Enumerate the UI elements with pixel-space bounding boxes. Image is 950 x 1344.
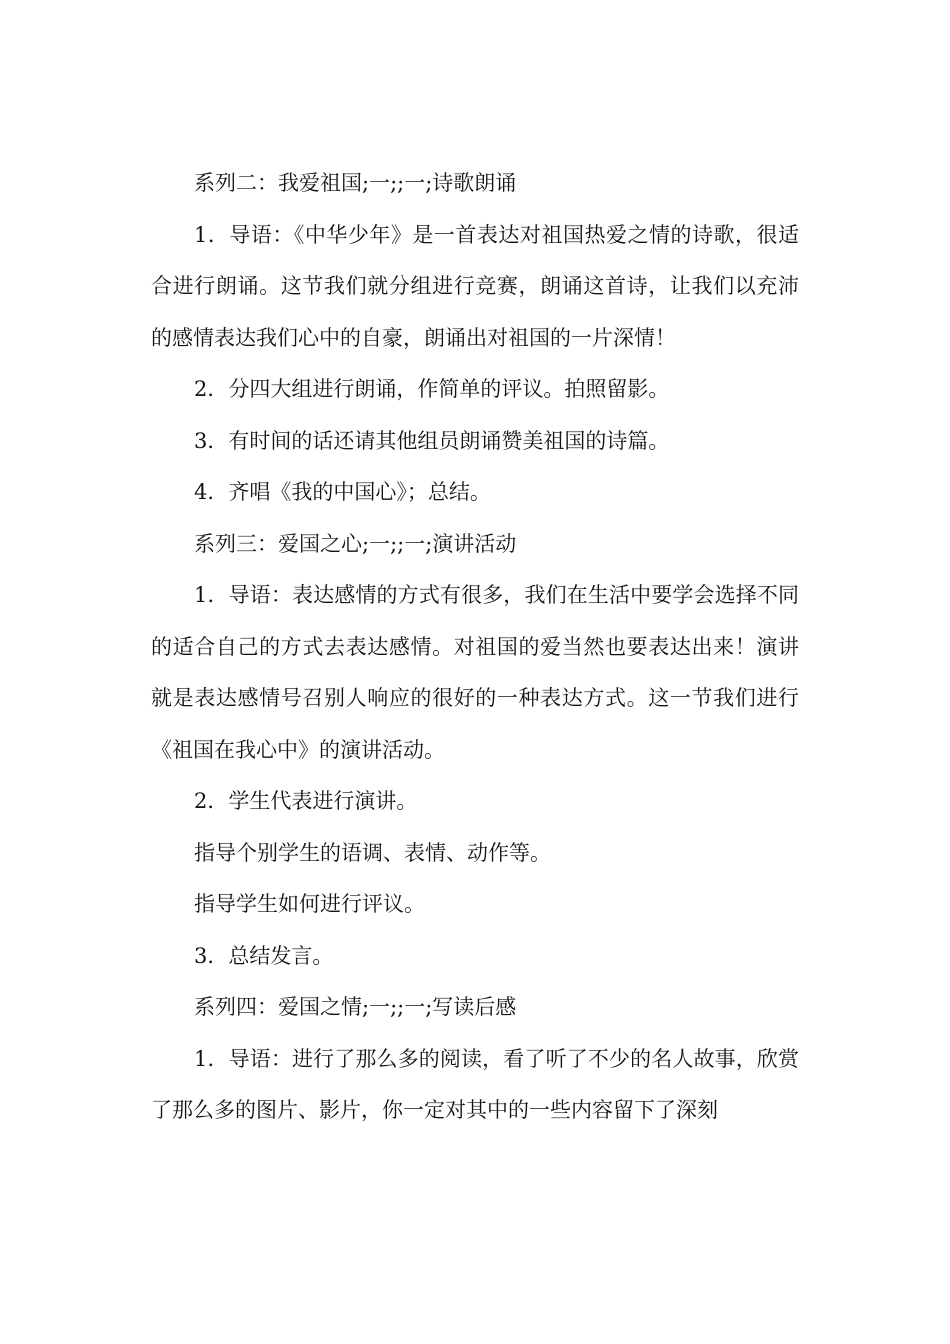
paragraph-sing-summary: 4．齐唱《我的中国心》；总结。 xyxy=(194,480,491,504)
document-page xyxy=(151,158,799,1137)
paragraph-intro-review: 1．导语：进行了那么多的阅读，看了听了不少的名人故事，欣赏了那么多的图片、影片，你一定对其中的一些内容留下了深刻 xyxy=(151,1046,799,1122)
paragraph-guide-tone: 指导个别学生的语调、表情、动作等。 xyxy=(194,840,551,865)
paragraph-guide-review: 指导学生如何进行评议。 xyxy=(194,892,425,916)
paragraph-extra-poems: 3．有时间的话还请其他组员朗诵赞美祖国的诗篇。 xyxy=(194,428,670,453)
paragraph-summary-speech: 3．总结发言。 xyxy=(194,943,334,968)
paragraph-intro-speech: 1．导语：表达感情的方式有很多，我们在生活中要学会选择不同的适合自己的方式去表达感情。对祖国的爱当然也要表达出来！演讲就是表达感情号召别人响应的很好的一种表达方式。这一节我们进行《祖国在我心中》的演讲活动。 xyxy=(151,583,799,762)
paragraph-group-recital: 2．分四大组进行朗诵，作简单的评议。拍照留影。 xyxy=(194,377,670,401)
paragraph-intro-poetry: 1．导语：《中华少年》是一首表达对祖国热爱之情的诗歌，很适合进行朗诵。这节我们就分组进行竞赛，朗诵这首诗，让我们以充沛的感情表达我们心中的自豪，朗诵出对祖国的一片深情！ xyxy=(151,222,799,350)
section-heading-3: 系列三：爱国之心;一;;一;演讲活动 xyxy=(194,531,517,556)
section-heading-4: 系列四：爱国之情;一;;一;写读后感 xyxy=(194,995,517,1019)
paragraph-student-speech: 2．学生代表进行演讲。 xyxy=(194,789,418,813)
section-heading-2: 系列二：我爱祖国;一;;一;诗歌朗诵 xyxy=(194,171,517,195)
